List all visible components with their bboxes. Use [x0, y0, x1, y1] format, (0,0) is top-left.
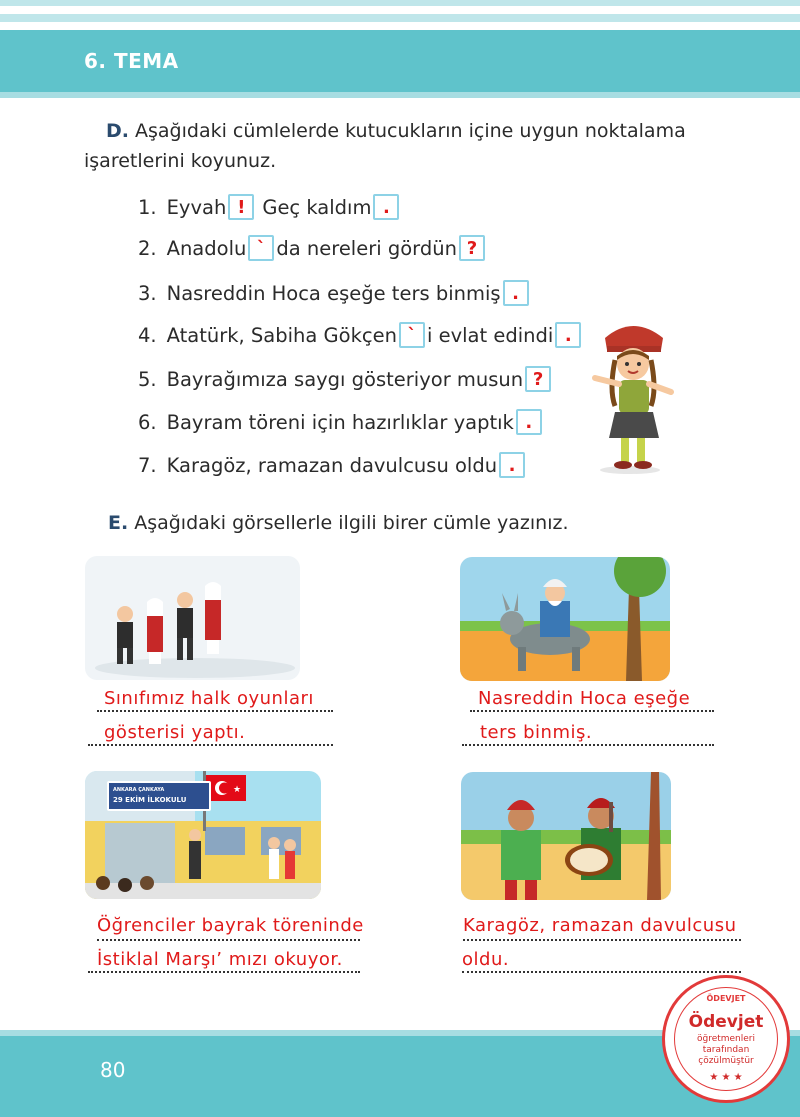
- dotted-line: [97, 937, 360, 941]
- section-e-text: Aşağıdaki görsellerle ilgili birer cümle yazınız.: [134, 512, 569, 534]
- section-e-letter: E.: [108, 512, 129, 534]
- sentence-number: 7.: [138, 453, 157, 477]
- stamp-brand-small: ÖDEVJET: [706, 994, 746, 1003]
- dotted-line: [462, 742, 714, 746]
- answer-line-4a: Karagöz, ramazan davulcusu: [463, 915, 737, 936]
- top-stripe-2: [0, 14, 800, 22]
- answer-box[interactable]: .: [516, 409, 542, 435]
- sentence-1: [138, 192, 401, 222]
- theme-title: 6. TEMA: [84, 49, 179, 73]
- dotted-line: [470, 708, 714, 712]
- answer-box[interactable]: ?: [459, 235, 485, 261]
- sentence-text: Bayrağımıza saygı gösteriyor musun: [166, 367, 524, 391]
- dotted-line: [97, 708, 333, 712]
- top-stripe: [0, 0, 800, 6]
- sentence-text: Atatürk, Sabiha Gökçen: [166, 323, 397, 347]
- answer-line-2b: ters binmiş.: [480, 722, 593, 743]
- answer-box[interactable]: !: [228, 194, 254, 220]
- section-d-letter: D.: [106, 120, 129, 142]
- section-d-instruction-line2: işaretlerini koyunuz.: [84, 150, 277, 172]
- svg-text:★: ★: [233, 785, 242, 795]
- folk-dance-image: [85, 556, 300, 680]
- nasreddin-hoca-image: [460, 557, 670, 681]
- sentence-text: Bayram töreni için hazırlıklar yaptık: [166, 410, 514, 434]
- sentence-text: Eyvah: [166, 195, 227, 219]
- sentence-number: 6.: [138, 410, 157, 434]
- answer-box[interactable]: `: [248, 235, 274, 261]
- dotted-line: [88, 969, 360, 973]
- sentence-text: Nasreddin Hoca eşeğe ters binmiş: [166, 281, 501, 305]
- sentence-text: i evlat edindi: [426, 323, 554, 347]
- odevjet-stamp: [662, 975, 790, 1103]
- section-e-instruction: [108, 512, 569, 534]
- sentence-number: 5.: [138, 367, 157, 391]
- sentence-2: [138, 233, 487, 263]
- sentence-text: da nereleri gördün: [276, 236, 457, 260]
- karagoz-image: [461, 772, 671, 900]
- answer-box[interactable]: .: [555, 322, 581, 348]
- sentence-4: [138, 320, 583, 350]
- sentence-7: [138, 450, 527, 480]
- answer-line-4b: oldu.: [462, 949, 510, 970]
- answer-box[interactable]: ?: [525, 366, 551, 392]
- stamp-sub-line: tarafından: [702, 1045, 750, 1055]
- page-number: 80: [100, 1058, 126, 1082]
- school-sign-line2: 29 EKİM İLKOKULU: [113, 796, 187, 804]
- sentence-number: 2.: [138, 236, 157, 260]
- dotted-line: [88, 742, 333, 746]
- sentence-5: [138, 364, 553, 394]
- sentence-text: Karagöz, ramazan davulcusu oldu: [166, 453, 498, 477]
- answer-box[interactable]: .: [373, 194, 399, 220]
- school-sign-line1: ANKARA ÇANKAYA: [113, 787, 165, 793]
- sentence-6: [138, 407, 544, 437]
- answer-line-1a: Sınıfımız halk oyunları: [104, 688, 314, 709]
- stamp-brand: Ödevjet: [688, 1012, 764, 1032]
- girl-illustration: [585, 320, 685, 475]
- sentence-text: Anadolu: [166, 236, 247, 260]
- sentence-number: 1.: [138, 195, 157, 219]
- stamp-subtitle: [679, 1034, 773, 1067]
- answer-line-3b: İstiklal Marşı’ mızı okuyor.: [97, 949, 343, 970]
- section-d-text-1: Aşağıdaki cümlelerde kutucukların içine uygun noktalama: [135, 120, 686, 142]
- stamp-stars: ★ ★ ★: [709, 1072, 743, 1083]
- sentence-number: 4.: [138, 323, 157, 347]
- answer-line-2a: Nasreddin Hoca eşeğe: [478, 688, 691, 709]
- school-sign: [107, 781, 211, 811]
- sentence-text: Geç kaldım: [262, 195, 372, 219]
- answer-box[interactable]: .: [503, 280, 529, 306]
- section-d-instruction: [106, 120, 686, 142]
- sentence-number: 3.: [138, 281, 157, 305]
- dotted-line: [462, 969, 741, 973]
- answer-box[interactable]: .: [499, 452, 525, 478]
- stamp-sub-line: çözülmüştür: [698, 1056, 754, 1066]
- answer-line-3a: Öğrenciler bayrak töreninde: [97, 915, 364, 936]
- theme-header: [0, 30, 800, 98]
- flag-ceremony-image: [85, 771, 321, 899]
- sentence-3: [138, 278, 531, 308]
- dotted-line: [463, 937, 741, 941]
- stamp-sub-line: öğretmenleri: [696, 1034, 756, 1044]
- answer-box[interactable]: `: [399, 322, 425, 348]
- answer-line-1b: gösterisi yaptı.: [104, 722, 246, 743]
